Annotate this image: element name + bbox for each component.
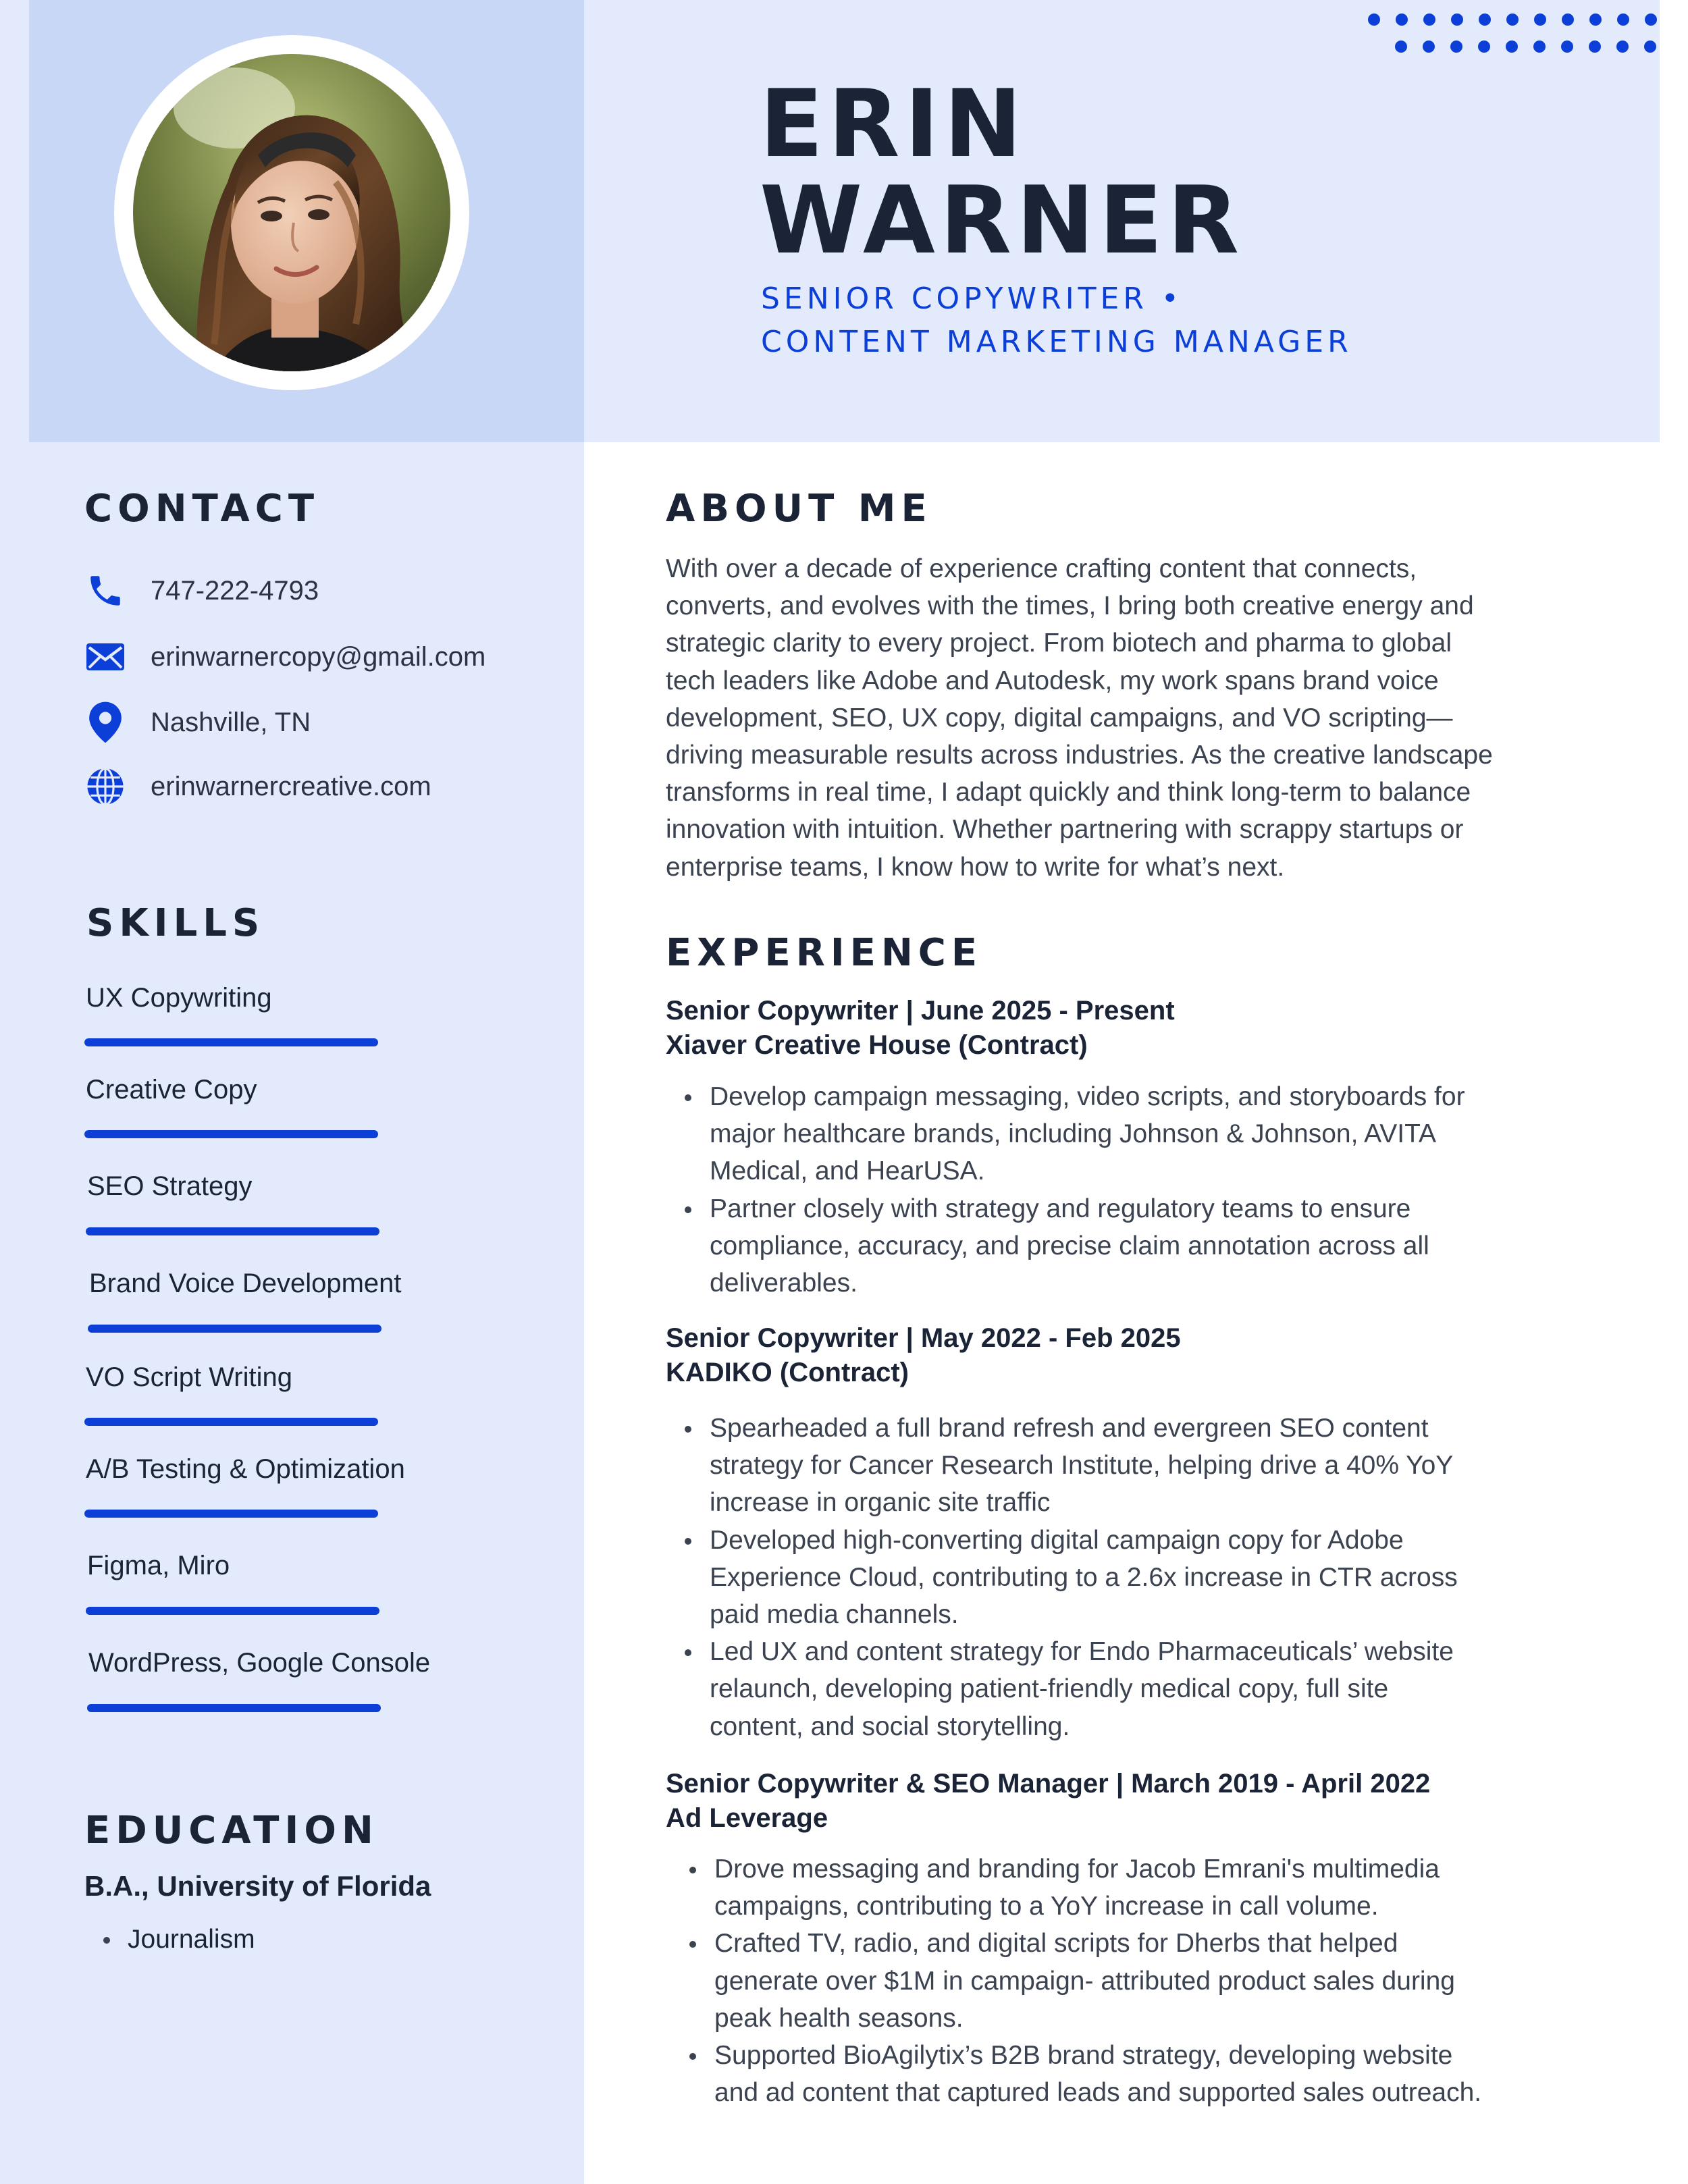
job-bullet: Drove messaging and branding for Jacob Emrani's multimedia campaigns, contributing to a YoY increase in call volume. (670, 1850, 1656, 1925)
about-line: driving measurable results across industries. As the creative landscape (666, 741, 1493, 770)
about-line: With over a decade of experience crafting content that connects, (666, 554, 1417, 583)
skill-item: Creative Copy (86, 1075, 257, 1104)
decorative-dot (1451, 14, 1463, 26)
decorative-dot (1645, 14, 1657, 26)
decorative-dot (1617, 14, 1629, 26)
job-bullets (670, 1850, 1656, 2111)
job-bullets (666, 1078, 1652, 1302)
decorative-dot (1644, 41, 1656, 53)
about-line: converts, and evolves with the times, I bring both creative energy and (666, 591, 1474, 621)
decorative-dot (1479, 14, 1491, 26)
decorative-dot (1561, 41, 1573, 53)
about-line: tech leaders like Adobe and Autodesk, my work spans brand voice (666, 666, 1439, 695)
last-name: WARNER (760, 166, 1244, 275)
education-degree: B.A., University of Florida (84, 1870, 431, 1902)
decorative-dot (1423, 14, 1435, 26)
about-text (666, 550, 1645, 886)
decorative-dot (1562, 14, 1574, 26)
job-bullet: Led UX and content strategy for Endo Pharmaceuticals’ website relaunch, developing patient-friendly medical copy, full site content, and social storytelling. (666, 1633, 1652, 1745)
about-line: innovation with intuition. Whether partnering with scrappy startups or (666, 815, 1464, 845)
skill-item: A/B Testing & Optimization (86, 1454, 405, 1484)
education-heading: EDUCATION (84, 1809, 379, 1853)
about-heading: ABOUT ME (666, 487, 932, 531)
skill-bar (84, 1038, 378, 1046)
skill-bar (86, 1607, 379, 1615)
decorative-dot (1589, 14, 1602, 26)
skill-bar (87, 1704, 381, 1712)
decorative-dot (1534, 14, 1546, 26)
about-line: strategic clarity to every project. From biotech and pharma to global (666, 629, 1452, 658)
skill-item: WordPress, Google Console (88, 1648, 431, 1678)
decorative-dot (1533, 41, 1546, 53)
job-bullet: Partner closely with strategy and regulatory teams to ensure compliance, accuracy, and precise claim annotation across all deliverables. (666, 1190, 1652, 1302)
contact-email (84, 633, 485, 681)
job-bullet: Spearheaded a full brand refresh and evergreen SEO content strategy for Cancer Research Institute, helping drive a 40% YoY increase in organic site traffic (666, 1410, 1652, 1522)
job-entry (666, 1321, 1181, 1390)
contact-email-text[interactable]: erinwarnercopy@gmail.com (151, 641, 486, 672)
email-icon (84, 636, 126, 678)
job-role: Senior Copywriter | June 2025 - Present (666, 996, 1175, 1026)
job-role: Senior Copywriter | May 2022 - Feb 2025 (666, 1323, 1181, 1353)
job-title-line-2: CONTENT MARKETING MANAGER (761, 325, 1352, 359)
job-company: Ad Leverage (666, 1803, 828, 1833)
job-company: KADIKO (Contract) (666, 1358, 909, 1387)
job-bullet: Crafted TV, radio, and digital scripts for Dherbs that helped generate over $1M in campaign- attributed product sales during peak health seasons. (670, 1925, 1656, 2037)
contact-phone (84, 567, 319, 614)
contact-phone-text[interactable]: 747-222-4793 (151, 575, 319, 606)
job-bullet: Developed high-converting digital campaign copy for Adobe Experience Cloud, contributing to a 2.6x increase in CTR across paid media channels. (666, 1522, 1652, 1634)
skill-bar (84, 1510, 378, 1518)
decorative-dot (1450, 41, 1462, 53)
decorative-dot (1506, 14, 1519, 26)
job-company: Xiaver Creative House (Contract) (666, 1030, 1088, 1060)
about-line: enterprise teams, I know how to write for what’s next. (666, 852, 1285, 882)
job-title-line-1: SENIOR COPYWRITER • (761, 282, 1183, 316)
skills-heading: SKILLS (86, 901, 265, 945)
job-bullet: Develop campaign messaging, video scripts, and storyboards for major healthcare brands, including Johnson & Johnson, AVITA Medical, and HearUSA. (666, 1078, 1652, 1190)
decorative-dot (1589, 41, 1601, 53)
job-role: Senior Copywriter & SEO Manager | March 2019 - April 2022 (666, 1769, 1431, 1799)
job-bullets (666, 1410, 1652, 1745)
job-entry (666, 994, 1175, 1063)
decorative-dot (1478, 41, 1490, 53)
contact-location-text: Nashville, TN (151, 707, 311, 737)
profile-photo (133, 54, 450, 371)
contact-website (84, 763, 431, 810)
skill-item: VO Script Writing (86, 1362, 292, 1392)
location-pin-icon (84, 701, 126, 743)
skill-item: SEO Strategy (87, 1171, 253, 1201)
globe-icon (84, 766, 126, 807)
skill-item: Figma, Miro (87, 1551, 230, 1580)
job-entry (666, 1767, 1430, 1836)
first-name: ERIN (760, 70, 1027, 178)
phone-icon (84, 570, 126, 612)
skill-item: Brand Voice Development (89, 1269, 402, 1298)
experience-heading: EXPERIENCE (666, 931, 983, 975)
about-line: transforms in real time, I adapt quickly and think long-term to balance (666, 778, 1471, 807)
education-item: Journalism (84, 1921, 490, 1958)
skill-item: UX Copywriting (86, 983, 272, 1013)
contact-heading: CONTACT (84, 487, 320, 531)
decorative-dots (1367, 10, 1688, 61)
contact-location (84, 699, 311, 746)
job-bullet: Supported BioAgilytix’s B2B brand strategy, developing website and ad content that captured leads and supported sales outreach. (670, 2037, 1656, 2111)
decorative-dot (1506, 41, 1518, 53)
skill-bar (84, 1418, 378, 1426)
skill-bar (84, 1130, 378, 1138)
about-line: development, SEO, UX copy, digital campaigns, and VO scripting— (666, 703, 1453, 733)
decorative-dot (1395, 41, 1407, 53)
skill-bar (88, 1325, 381, 1333)
decorative-dot (1423, 41, 1435, 53)
education-list (84, 1921, 490, 1958)
decorative-dot (1616, 41, 1629, 53)
contact-website-text[interactable]: erinwarnercreative.com (151, 771, 431, 801)
decorative-dot (1368, 14, 1380, 26)
skill-bar (86, 1227, 379, 1235)
decorative-dot (1396, 14, 1408, 26)
